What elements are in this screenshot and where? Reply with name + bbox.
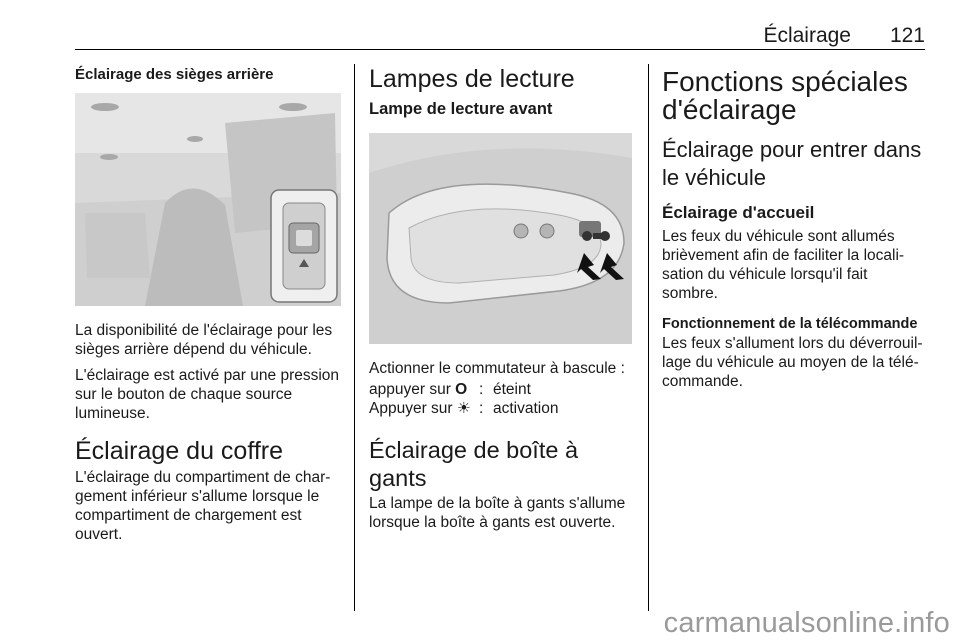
paragraph-glove-box: La lampe de la boîte à gants s'allume lorsque la boîte à gants est ouverte.	[369, 495, 626, 531]
header-rule	[75, 49, 925, 50]
definition-separator: :	[479, 381, 484, 398]
paragraph-rear-availability: La disponibilité de l'éclairage pour les sièges arrière dépend du véhicule.	[75, 322, 333, 358]
definition-term: Appuyer sur ☀	[369, 400, 471, 417]
switch-definitions	[369, 380, 635, 418]
heading-rear-seat-lighting: Éclairage des sièges arrière	[75, 66, 274, 83]
subheading-remote-control: Fonctionnement de la télécommande	[662, 316, 918, 332]
column-1	[75, 64, 341, 544]
running-head: Éclairage	[763, 24, 851, 47]
rear-seat-lighting-figure	[75, 93, 341, 306]
paragraph-rocker-switch: Actionner le commutateur à bascule :	[369, 360, 625, 377]
heading-special-lighting: Fonctions spéciales d'éclairage	[662, 66, 908, 125]
front-reading-lamp-figure	[369, 133, 632, 344]
heading-glove-box-lighting: Éclairage de boîte à gants	[369, 437, 579, 491]
heading-trunk-lighting: Éclairage du coffre	[75, 437, 283, 465]
paragraph-remote-control: Les feux s'allument lors du déverrouillage du véhicule au moyen de la télécommande.	[662, 335, 923, 390]
subheading-welcome-lighting: Éclairage d'accueil	[662, 203, 815, 222]
off-symbol: O	[455, 381, 468, 398]
definition-desc: éteint	[493, 381, 531, 398]
column-3	[662, 64, 926, 391]
definition-desc: activation	[493, 400, 559, 417]
definition-separator: :	[479, 400, 484, 417]
subheading-front-reading-lamp: Lampe de lecture avant	[369, 100, 553, 118]
page-number: 121	[889, 24, 925, 47]
lamp-icon: ☀	[456, 400, 471, 417]
watermark: carmanualsonline.info	[663, 607, 950, 639]
column-divider-1	[354, 64, 355, 611]
paragraph-rear-activation: L'éclairage est activé par une pression sur le bouton de chaque source lumineuse.	[75, 367, 340, 422]
heading-entry-lighting: Éclairage pour entrer dans le véhicule	[662, 137, 922, 190]
column-2	[369, 64, 635, 532]
paragraph-trunk-lighting: L'éclairage du compartiment de chargement inférieur s'allume lorsque le compartiment de chargement est ouvert.	[75, 469, 331, 543]
paragraph-welcome-lighting: Les feux du véhicule sont allumés brièvement afin de faciliter la localisation du véhicule lorsqu'il fait sombre.	[662, 228, 905, 302]
column-divider-2	[648, 64, 649, 611]
heading-reading-lamps: Lampes de lecture	[369, 65, 575, 93]
definition-term: appuyer sur O	[369, 381, 468, 398]
